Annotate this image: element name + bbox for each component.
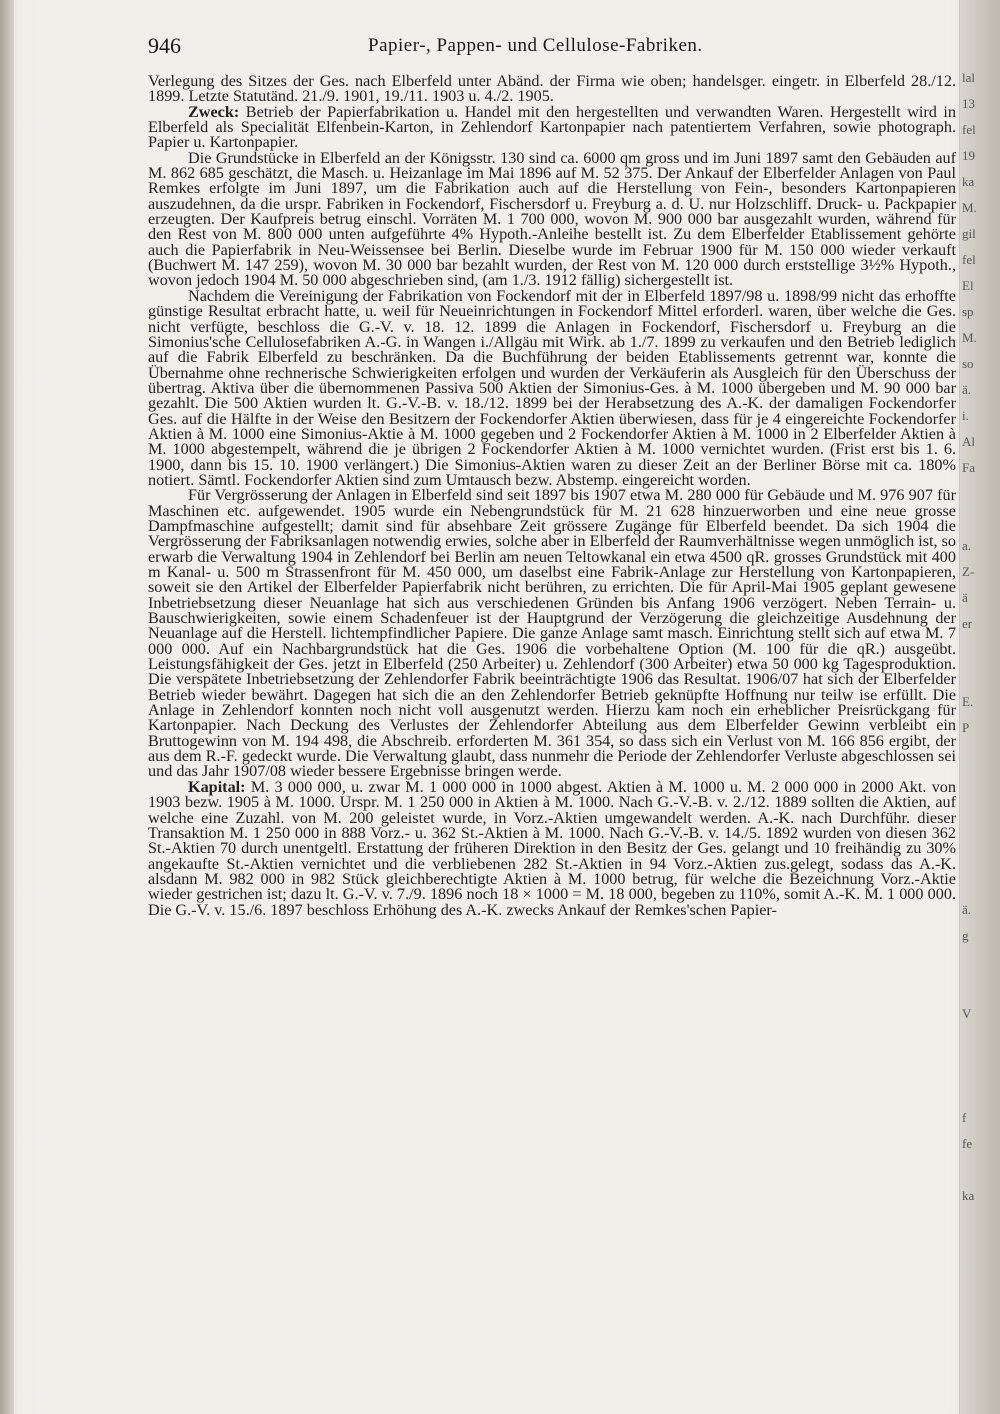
paragraph-text: Verlegung des Sitzes der Ges. nach Elberfeld unter Abänd. der Firma wie oben; handelsger. eingetr. in Elberfeld 28./12. 1899. Letzte Statutänd. 21./9. 1901, 19./11. 1903 u. 4./2. 1905.: [148, 72, 956, 106]
edge-fragment: ka: [962, 1188, 975, 1203]
paragraph-purpose: [148, 102, 956, 152]
edge-fragment: [962, 642, 996, 668]
adjacent-page-text-fragments: [962, 70, 996, 1214]
edge-fragment: [962, 1058, 996, 1084]
edge-fragment: fel: [962, 122, 976, 137]
edge-fragment: P: [962, 720, 970, 735]
edge-fragment: Fa: [962, 460, 975, 475]
edge-fragment: [962, 954, 996, 980]
edge-fragment: ä.: [962, 902, 972, 917]
edge-fragment: 13: [962, 96, 975, 111]
edge-fragment: [962, 876, 996, 902]
edge-fragment: [962, 486, 996, 512]
edge-fragment: [962, 668, 996, 694]
edge-fragment: El: [962, 278, 974, 293]
paragraph-text: Die Grundstücke in Elberfeld an der Königsstr. 130 sind ca. 6000 qm gross und im Juni 1897 samt den Gebäuden auf M. 862 685 geschätzt, die Masch. u. Heizanlage im Mai 1896 auf M. 52 375. Der Ankauf der Elberfelder Anlagen von Paul Remkes erfolgte im Juni 1897, um die Fabrikation auch auf die Herstellung von Fein-, besonders Kartonpapieren auszudehnen, da die urspr. Fabriken in Fockendorf, Fischersdorf u. Freyburg a. d. U. nur Holzschliff. Druck- u. Packpapier erzeugten. Der Kaufpreis betrug einschl. Vorräten M. 1 700 000, wovon M. 900 000 bar ausgezahlt wurden, während für den Rest von M. 800 000 unten aufgeführte 4% Hypoth.-Anleihe bestellt ist. Zu dem Elberfelder Etablissement gehörte auch die Papierfabrik in Neu-Weissensee bei Berlin. Dieselbe wurde im Februar 1900 für M. 150 000 wieder verkauft (Buchwert M. 147 259), wovon M. 30 000 bar bezahlt wurden, der Rest von M. 120 000 durch erststellige 3½% Hypoth., wovon jedoch 1904 M. 50 000 abgeschrieben sind, (am 1./3. 1912 fällig) sichergestellt ist.: [148, 148, 956, 290]
edge-fragment: a.: [962, 538, 972, 553]
edge-fragment: [962, 1084, 996, 1110]
paragraph-merger-history: [148, 286, 956, 489]
edge-fragment: Al: [962, 434, 975, 449]
edge-fragment: g: [962, 928, 969, 943]
paragraph-text: M. 3 000 000, u. zwar M. 1 000 000 in 1000 abgest. Aktien à M. 1000 u. M. 2 000 000 in 2000 Akt. von 1903 bezw. 1905 à M. 1000. Urspr. M. 1 250 000 in Aktien à M. 1000. Nach G.-V.-B. v. 2./12. 1889 sollten die Aktien, auf welche eine Zuzahl. von M. 200 geleistet wurde, in Vorz.-Aktien umgewandelt werden. A.-K. nach Durchführ. dieser Transaktion M. 1 250 000 in 888 Vorz.- u. 362 St.-Aktien à M. 1000. Nach G.-V.-B. v. 14./5. 1892 wurden von diesen 362 St.-Aktien 70 durch unentgeltl. Erstattung der früheren Direktion in den Besitz der Ges. gelangt und 10 freihändig zu 30% angekaufte St.-Aktien vernichtet und die verbliebenen 282 St.-Aktien in 94 Vorz.-Aktien zus.gelegt, sodass das A.-K. alsdann M. 982 000 in 982 Stück gleichberechtigte Aktien à M. 1000 betrug, für welche die Bezeichnung Vorz.-Aktie wieder gestrichen ist; dazu lt. G.-V. v. 7./9. 1896 noch 18 × 1000 = M. 18 000, begeben zu 110%, somit A.-K. M. 1 000 000. Die G.-V. v. 15./6. 1897 beschloss Erhöhung des A.-K. zwecks Ankauf der Remkes'schen Papier-: [148, 777, 956, 919]
edge-fragment: ä.: [962, 382, 972, 397]
paragraph-seat-relocation: [148, 74, 956, 105]
page-number: 946: [148, 33, 181, 58]
body-text: [148, 74, 956, 918]
edge-fragment: [962, 824, 996, 850]
edge-fragment: M.: [962, 200, 977, 215]
edge-fragment: lal: [962, 70, 975, 85]
section-lead-kapital: Kapital:: [188, 777, 246, 796]
running-head: Papier-, Pappen- und Cellulose-Fabriken.: [368, 35, 703, 56]
edge-fragment: ä: [962, 590, 968, 605]
edge-fragment: [962, 1162, 996, 1188]
paragraph-text: Betrieb der Papierfabrikation u. Handel mit den hergestellten und verwandten Waren. Hergestellt wird in Elberfeld als Specialität Elfenbein-Karton, in Zehlendorf Kartonpapier nach patentiertem Verfahren, sowie photograph. Papier u. Kartonpapier.: [148, 102, 956, 152]
edge-fragment: gil: [962, 226, 976, 241]
edge-fragment: E.: [962, 694, 974, 709]
edge-fragment: [962, 850, 996, 876]
edge-fragment: fel: [962, 252, 976, 267]
paragraph-text: Für Vergrösserung der Anlagen in Elberfeld sind seit 1897 bis 1907 etwa M. 280 000 für Gebäude und M. 976 907 für Maschinen etc. aufgewendet. 1905 wurde ein Nebengrundstück für M. 21 628 hinzuerworben und eine neue grosse Dampfmaschine aufgestellt; damit sind für absehbare Zeit grössere Zugänge für Elberfeld beendet. Da sich 1904 die Vergrösserung der Fabriksanlagen notwendig erwies, solche aber in Elberfeld der Raumverhältnisse wegen unmöglich ist, so erwarb die Verwaltung 1904 in Zehlendorf bei Berlin am neuen Teltowkanal ein etwa 4500 qR. grosses Grundstück mit 400 m Kanal- u. 500 m Strassenfront für M. 450 000, um daselbst eine Fabrik-Anlage zur Herstellung von Kartonpapieren, soweit sie den Artikel der Elberfelder Papierfabrik nicht berühren, zu errichten. Die für April-Mai 1905 geplant gewesene Inbetriebsetzung dieser Neuanlage hat sich aus verschiedenen Gründen bis Anfang 1906 verzögert. Neben Terrain- u. Bauschwierigkeiten, sowie einem Schadenfeuer ist der Hauptgrund der Verzögerung die gleichzeitige Ausdehnung der Neuanlage auf die Herstell. lichtempfindlicher Papiere. Die ganze Anlage samt masch. Einrichtung stellt sich auf etwa M. 7 000 000. Auf ein Nachbargrundstück hat die Ges. 1906 die vorbehaltene Option (M. 100 für die qR.) ausgeübt. Leistungsfähigkeit der Ges. jetzt in Elberfeld (250 Arbeiter) u. Zehlendorf (300 Arbeiter) etwa 50 000 kg Tagesproduktion. Die verspätete Inbetriebsetzung der Zehlendorfer Fabrik beeinträchtigte 1906 das Resultat. 1906/07 hat sich der Elberfelder Betrieb wieder bewährt. Dagegen hat sich die an den Zehlendorfer Betrieb geknüpfte Hoffnung nur teilw ise erfüllt. Die Anlage in Zehlendorf konnten noch nicht voll ausgenutzt werden. Hierzu kam noch ein erheblicher Preisrückgang für Kartonpapier. Nach Deckung des Verlustes der Zehlendorfer Abteilung aus dem Elberfelder Gewinn verbleibt ein Bruttogewinn von M. 194 498, die Abschreib. erforderten M. 361 354, so dass sich ein Verlust von M. 166 856 ergibt, der aus dem R.-F. gedeckt wurde. Die Verwaltung glaubt, dass nunmehr die Periode der Zehlendorfer Verluste abgeschlossen sei und das Jahr 1907/08 wieder bessere Ergebnisse bringen werde.: [148, 486, 956, 781]
edge-fragment: [962, 746, 996, 772]
edge-fragment: so: [962, 356, 974, 371]
edge-fragment: f: [962, 1110, 967, 1125]
book-spine-shadow: [0, 0, 14, 1414]
edge-fragment: ka: [962, 174, 975, 189]
edge-fragment: M.: [962, 330, 977, 345]
edge-fragment: [962, 1032, 996, 1058]
paragraph-text: Nachdem die Vereinigung der Fabrikation von Fockendorf mit der in Elberfeld 1897/98 u. 1898/99 nicht das erhoffte günstige Resultat erbracht hatte, u. weil für Neueinrichtungen in Fockendorf Mittel erforderl. waren, über welche die Ges. nicht verfügte, beschloss die G.-V. v. 18. 12. 1899 die Anlagen in Fockendorf, Fischersdorf u. Freyburg an die Simonius'sche Cellulosefabriken A.-G. in Wangen i./Allgäu mit Wirk. ab 1./7. 1899 zu verkaufen und den Betrieb lediglich auf die Fabrik Elberfeld zu beschränken. Da die Buchführung der beiden Etablissements getrennt war, konnte die Übernahme ohne rechnerische Schwierigkeiten erfolgen und wurden der Verkäuferin als Ausgleich für den Überschuss der übertrag. Aktiva über die übernommenen Passiva 500 Aktien der Simonius-Ges. à M. 1000 übergeben und M. 90 000 bar gezahlt. Die 500 Aktien wurden lt. G.-V.-B. v. 18./12. 1899 bei der Herabsetzung des A.-K. der damaligen Fockendorfer Ges. auf die Hälfte in der Weise den Besitzern der Fockendorfer Aktien überwiesen, dass für je 4 eingereichte Fockendorfer Aktien à M. 1000 eine Simonius-Aktie à M. 1000 gegeben und 2 Fockendorfer Aktien à M. 1000 in 2 Elberfelder Aktien à M. 1000 abgestempelt, während die je übrigen 2 Fockendorfer Aktien à M. 1000 vernichtet wurden. (Frist erst bis 1. 6. 1900, dann bis 15. 10. 1900 verlängert.) Die Simonius-Aktien waren zu dieser Zeit an der Berliner Börse mit ca. 180% notiert. Sämtl. Fockendorfer Aktien sind zum Umtausch bezw. Abstemp. eingereicht worden.: [148, 286, 956, 489]
section-lead-zweck: Zweck:: [188, 102, 240, 121]
edge-fragment: sp: [962, 304, 974, 319]
edge-fragment: er: [962, 616, 973, 631]
edge-fragment: [962, 798, 996, 824]
edge-fragment: V: [962, 1006, 972, 1021]
edge-fragment: 19: [962, 148, 975, 163]
edge-fragment: [962, 772, 996, 798]
edge-fragment: i.: [962, 408, 969, 423]
page-header: [148, 33, 958, 59]
paragraph-properties: [148, 148, 956, 290]
edge-fragment: [962, 980, 996, 1006]
edge-fragment: [962, 512, 996, 538]
paragraph-expansion: [148, 488, 956, 780]
edge-fragment: Z-: [962, 564, 975, 579]
edge-fragment: fe: [962, 1136, 973, 1151]
paragraph-capital: [148, 777, 956, 919]
